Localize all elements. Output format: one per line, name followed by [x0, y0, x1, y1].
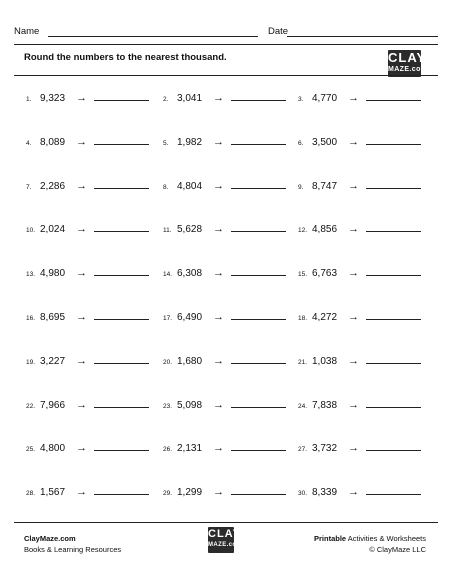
header-divider [14, 44, 438, 45]
problem-value: 4,980 [40, 268, 66, 280]
answer-blank[interactable] [366, 266, 421, 276]
problem-item [26, 91, 149, 103]
problem-number: 14. [163, 271, 173, 279]
problem-value: 2,131 [177, 443, 203, 455]
problem-number: 20. [163, 358, 173, 366]
problem-item [163, 135, 286, 147]
problem-item [163, 485, 286, 497]
problem-value: 8,089 [40, 136, 66, 148]
answer-blank[interactable] [94, 179, 149, 189]
arrow-icon: → [76, 311, 87, 323]
arrow-icon: → [348, 223, 359, 236]
answer-blank[interactable] [94, 398, 149, 408]
arrow-icon: → [348, 442, 359, 455]
arrow-icon: → [348, 92, 359, 104]
answer-blank[interactable] [94, 354, 149, 364]
problem-number: 3. [298, 96, 304, 103]
answer-blank[interactable] [231, 135, 286, 145]
answer-blank[interactable] [231, 179, 286, 189]
footer-right [314, 533, 426, 555]
arrow-icon: → [213, 311, 224, 323]
answer-blank[interactable] [366, 91, 421, 101]
problem-value: 2,286 [40, 180, 66, 192]
problem-value: 4,804 [177, 180, 203, 192]
problem-value: 1,567 [40, 487, 66, 499]
problem-value: 1,299 [177, 487, 203, 499]
arrow-icon: → [76, 354, 87, 367]
problem-value: 3,227 [40, 355, 66, 367]
arrow-icon: → [76, 486, 87, 499]
problem-number: 16. [26, 315, 36, 322]
arrow-icon: → [348, 398, 359, 411]
problem-item [298, 266, 421, 278]
answer-blank[interactable] [231, 310, 286, 320]
arrow-icon: → [76, 179, 87, 192]
name-field[interactable] [48, 36, 258, 37]
answer-blank[interactable] [231, 398, 286, 408]
problem-item [26, 179, 149, 191]
problem-number: 15. [298, 271, 308, 279]
problem-item [298, 91, 421, 103]
problem-item [26, 222, 149, 234]
problem-value: 1,982 [177, 136, 203, 148]
answer-blank[interactable] [231, 485, 286, 495]
problem-number: 17. [163, 315, 173, 322]
footer-left [24, 533, 121, 555]
arrow-icon: → [213, 398, 224, 411]
answer-blank[interactable] [94, 485, 149, 495]
problem-number: 21. [298, 358, 308, 366]
problem-value: 6,308 [177, 268, 203, 280]
answer-blank[interactable] [94, 441, 149, 451]
problem-number: 19. [26, 358, 36, 366]
problem-item [298, 135, 421, 147]
problem-number: 4. [26, 139, 32, 147]
problem-number: 18. [298, 315, 308, 322]
arrow-icon: → [213, 486, 224, 499]
problem-item [298, 179, 421, 191]
problem-number: 6. [298, 139, 304, 147]
problem-value: 1,038 [312, 355, 338, 367]
arrow-icon: → [76, 398, 87, 411]
footer-site: ClayMaze.com [24, 534, 76, 543]
answer-blank[interactable] [94, 135, 149, 145]
problem-number: 28. [26, 490, 36, 498]
problem-number: 24. [298, 402, 308, 410]
answer-blank[interactable] [94, 266, 149, 276]
arrow-icon: → [213, 223, 224, 236]
name-label: Name [14, 26, 40, 37]
problem-number: 10. [26, 227, 36, 235]
problem-item [163, 222, 286, 234]
arrow-icon: → [348, 267, 359, 280]
answer-blank[interactable] [366, 222, 421, 232]
problem-item [26, 485, 149, 497]
problem-number: 27. [298, 446, 308, 454]
problem-value: 7,838 [312, 399, 338, 411]
footer-tagline: Books & Learning Resources [24, 545, 122, 554]
problem-item [26, 135, 149, 147]
arrow-icon: → [213, 92, 224, 104]
arrow-icon: → [213, 354, 224, 367]
problem-number: 29. [163, 490, 173, 498]
problem-item [163, 310, 286, 322]
problem-item [163, 266, 286, 278]
problem-value: 3,041 [177, 93, 203, 104]
problem-number: 22. [26, 402, 36, 410]
answer-blank[interactable] [231, 91, 286, 101]
problem-item [26, 354, 149, 366]
problem-number: 9. [298, 183, 304, 191]
answer-blank[interactable] [94, 310, 149, 320]
problem-number: 11. [163, 227, 172, 235]
problem-number: 26. [163, 446, 173, 454]
answer-blank[interactable] [366, 354, 421, 364]
problem-item [26, 266, 149, 278]
answer-blank[interactable] [366, 398, 421, 408]
arrow-icon: → [213, 179, 224, 192]
answer-blank[interactable] [366, 310, 421, 320]
problem-item [298, 441, 421, 453]
answer-blank[interactable] [366, 485, 421, 495]
problem-value: 7,966 [40, 399, 66, 411]
problem-number: 7. [26, 183, 32, 191]
answer-blank[interactable] [231, 354, 286, 364]
problem-number: 8. [163, 183, 169, 191]
problem-value: 8,695 [40, 312, 66, 323]
problem-number: 25. [26, 446, 36, 454]
claymaze-logo-footer: CLAY MAZE.com [208, 527, 234, 553]
problem-number: 2. [163, 96, 169, 103]
problem-value: 6,490 [177, 312, 203, 323]
problem-number: 5. [163, 139, 169, 147]
arrow-icon: → [76, 223, 87, 236]
answer-blank[interactable] [94, 222, 149, 232]
problem-item [163, 91, 286, 103]
problem-value: 5,628 [177, 224, 203, 236]
problem-item [298, 354, 421, 366]
arrow-icon: → [348, 311, 359, 323]
problem-number: 12. [298, 227, 308, 235]
problem-item [163, 354, 286, 366]
problem-value: 5,098 [177, 399, 203, 411]
problem-number: 1. [26, 96, 32, 103]
footer-copyright: © ClayMaze LLC [369, 545, 426, 554]
instructions: Round the numbers to the nearest thousand. [24, 52, 227, 63]
problem-value: 9,323 [40, 93, 66, 104]
problem-item [26, 310, 149, 322]
problem-item [163, 441, 286, 453]
problem-value: 3,732 [312, 443, 338, 455]
arrow-icon: → [76, 267, 87, 280]
arrow-icon: → [348, 354, 359, 367]
problem-item [163, 398, 286, 410]
arrow-icon: → [348, 486, 359, 499]
problem-value: 4,800 [40, 443, 66, 455]
problem-item [298, 485, 421, 497]
problem-value: 4,770 [312, 93, 338, 104]
problem-item [163, 179, 286, 191]
problem-value: 4,272 [312, 312, 338, 323]
arrow-icon: → [213, 442, 224, 455]
problem-number: 13. [26, 271, 36, 279]
arrow-icon: → [76, 442, 87, 455]
answer-blank[interactable] [231, 222, 286, 232]
arrow-icon: → [213, 267, 224, 280]
answer-blank[interactable] [231, 266, 286, 276]
arrow-icon: → [348, 179, 359, 192]
problem-value: 8,339 [312, 487, 338, 499]
problem-value: 6,763 [312, 268, 338, 280]
date-field[interactable] [287, 36, 438, 37]
problem-value: 1,680 [177, 355, 203, 367]
problem-item [298, 310, 421, 322]
arrow-icon: → [213, 135, 224, 148]
footer-printable: Printable Activities & Worksheets [314, 534, 426, 543]
problem-number: 30. [298, 490, 308, 498]
answer-blank[interactable] [366, 179, 421, 189]
claymaze-logo: CLAY MAZE.com [388, 50, 421, 77]
problem-value: 3,500 [312, 136, 338, 148]
answer-blank[interactable] [231, 441, 286, 451]
answer-blank[interactable] [94, 91, 149, 101]
problem-item [26, 441, 149, 453]
worksheet-header [14, 26, 438, 40]
arrow-icon: → [76, 92, 87, 104]
problem-item [298, 398, 421, 410]
problem-value: 4,856 [312, 224, 338, 236]
problem-value: 8,747 [312, 180, 338, 192]
problem-number: 23. [163, 402, 173, 410]
arrow-icon: → [348, 135, 359, 148]
problem-item [26, 398, 149, 410]
arrow-icon: → [76, 135, 87, 148]
answer-blank[interactable] [366, 135, 421, 145]
footer-divider [14, 522, 438, 523]
problem-item [298, 222, 421, 234]
answer-blank[interactable] [366, 441, 421, 451]
problem-value: 2,024 [40, 224, 66, 236]
date-label: Date [268, 26, 289, 37]
problems-divider [14, 75, 438, 76]
